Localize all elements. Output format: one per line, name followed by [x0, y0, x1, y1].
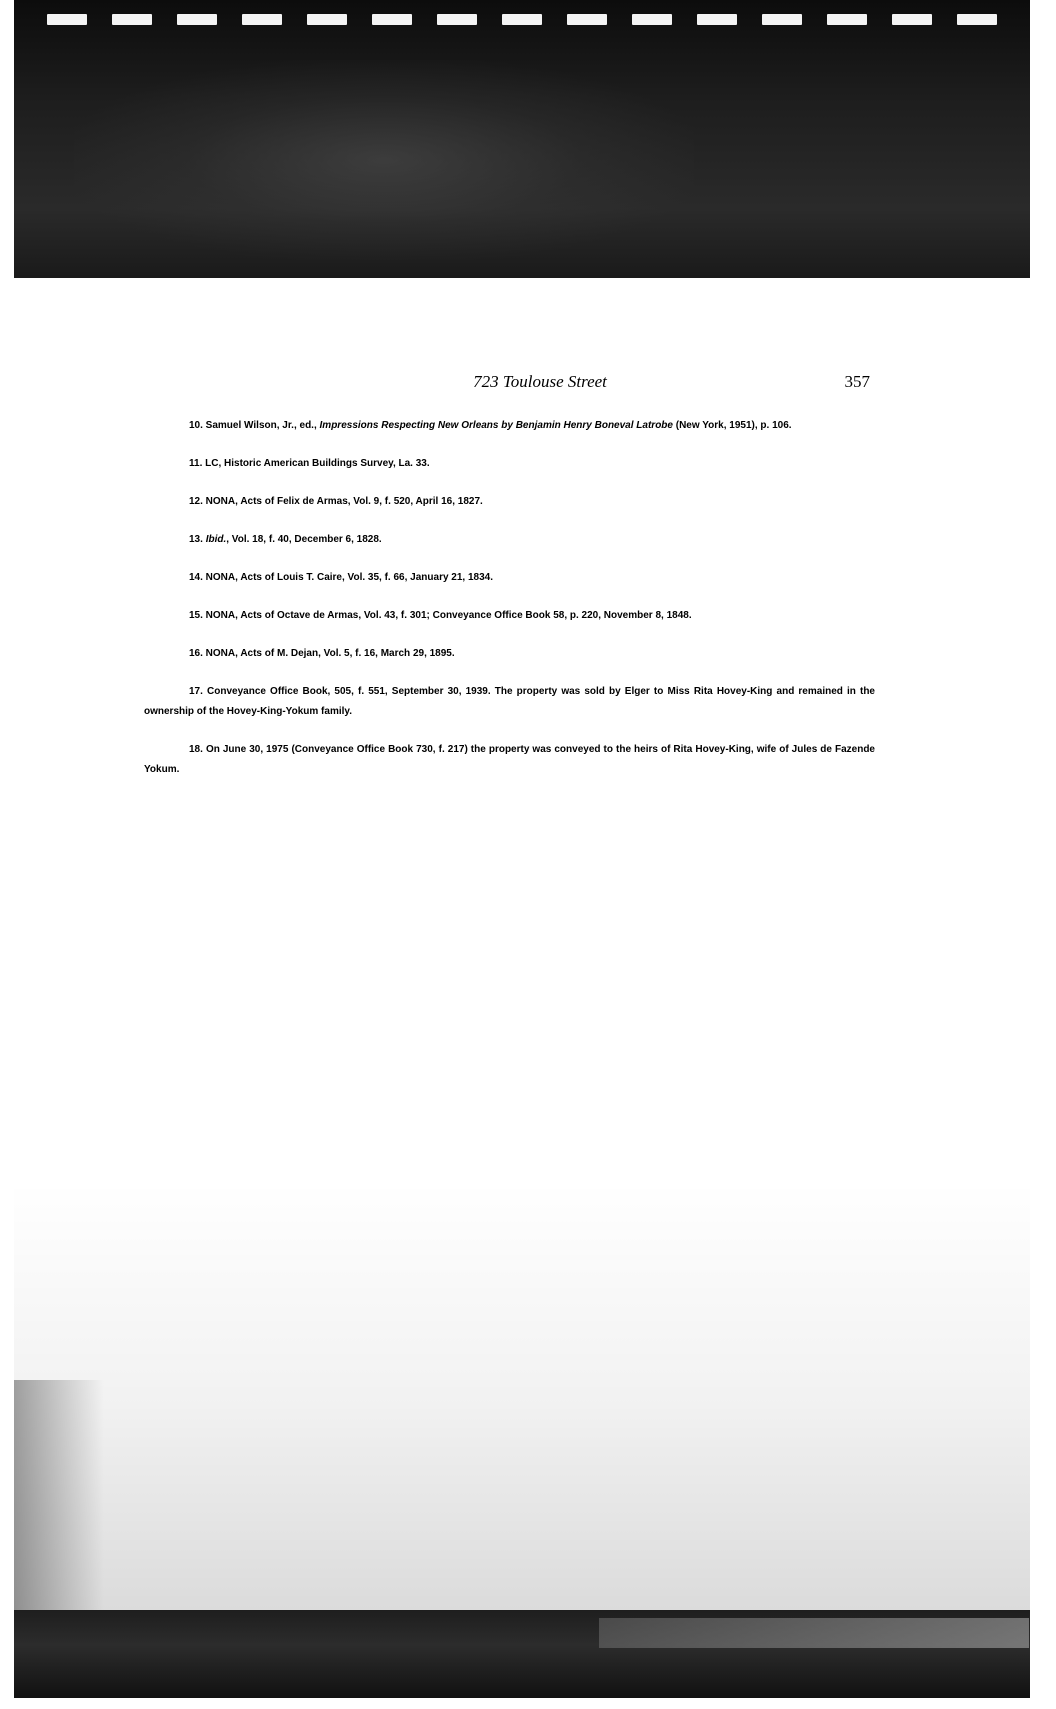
note-text: Samuel Wilson, Jr., ed.,	[202, 420, 320, 431]
endnote	[144, 454, 875, 474]
perforation	[177, 14, 217, 25]
endnote	[144, 530, 875, 550]
endnote	[144, 568, 875, 588]
perforation	[502, 14, 542, 25]
scan-shading-left	[14, 1380, 104, 1610]
endnotes	[144, 416, 875, 798]
perforation	[47, 14, 87, 25]
perforation	[242, 14, 282, 25]
endnote	[144, 682, 875, 722]
note-text: LC, Historic American Buildings Survey, La. 33.	[202, 458, 430, 469]
perforation	[307, 14, 347, 25]
perforation	[892, 14, 932, 25]
perforation	[437, 14, 477, 25]
perforation	[567, 14, 607, 25]
note-number: 13.	[189, 534, 203, 545]
endnote	[144, 644, 875, 664]
note-number: 10.	[189, 420, 203, 431]
scan-haze	[74, 60, 694, 260]
note-italic-text: Impressions Respecting New Orleans by Benjamin Henry Boneval Latrobe	[319, 420, 673, 431]
note-text-after: (New York, 1951), p. 106.	[672, 420, 792, 431]
note-text: NONA, Acts of M. Dejan, Vol. 5, f. 16, March 29, 1895.	[202, 648, 455, 659]
endnote	[144, 416, 875, 436]
perforation	[697, 14, 737, 25]
note-number: 16.	[189, 648, 203, 659]
endnote	[144, 606, 875, 626]
perforation	[957, 14, 997, 25]
page-number: 357	[844, 372, 870, 391]
note-text: Conveyance Office Book, 505, f. 551, September 30, 1939. The property was sold by Elger to Miss Rita Hovey-King and remained in the ownership of the Hovey-King-Yokum family.	[144, 686, 875, 717]
film-perforations	[14, 14, 1030, 26]
note-number: 18.	[189, 744, 203, 755]
scan-dark-band-bottom	[14, 1610, 1030, 1698]
scan-dark-band-top	[14, 0, 1030, 278]
note-text: NONA, Acts of Octave de Armas, Vol. 43, f. 301; Conveyance Office Book 58, p. 220, November 8, 1848.	[202, 610, 692, 621]
note-text: NONA, Acts of Louis T. Caire, Vol. 35, f. 66, January 21, 1834.	[202, 572, 494, 583]
note-text-after: , Vol. 18, f. 40, December 6, 1828.	[226, 534, 382, 545]
perforation	[762, 14, 802, 25]
scan-light-strip	[599, 1618, 1029, 1648]
perforation	[827, 14, 867, 25]
note-text: NONA, Acts of Felix de Armas, Vol. 9, f. 520, April 16, 1827.	[202, 496, 483, 507]
note-text: On June 30, 1975 (Conveyance Office Book 730, f. 217) the property was conveyed to the heirs of Rita Hovey-King, wife of Jules de Fazende Yokum.	[144, 744, 875, 775]
perforation	[372, 14, 412, 25]
note-number: 11.	[189, 458, 203, 469]
note-number: 14.	[189, 572, 203, 583]
running-title: 723 Toulouse Street	[473, 372, 607, 391]
note-number: 17.	[189, 686, 203, 697]
perforation	[112, 14, 152, 25]
perforation	[632, 14, 672, 25]
scan-shading	[14, 1180, 1030, 1610]
endnote	[144, 492, 875, 512]
note-italic-text: Ibid.	[205, 534, 227, 545]
note-number: 12.	[189, 496, 203, 507]
endnote	[144, 740, 875, 780]
note-number: 15.	[189, 610, 203, 621]
